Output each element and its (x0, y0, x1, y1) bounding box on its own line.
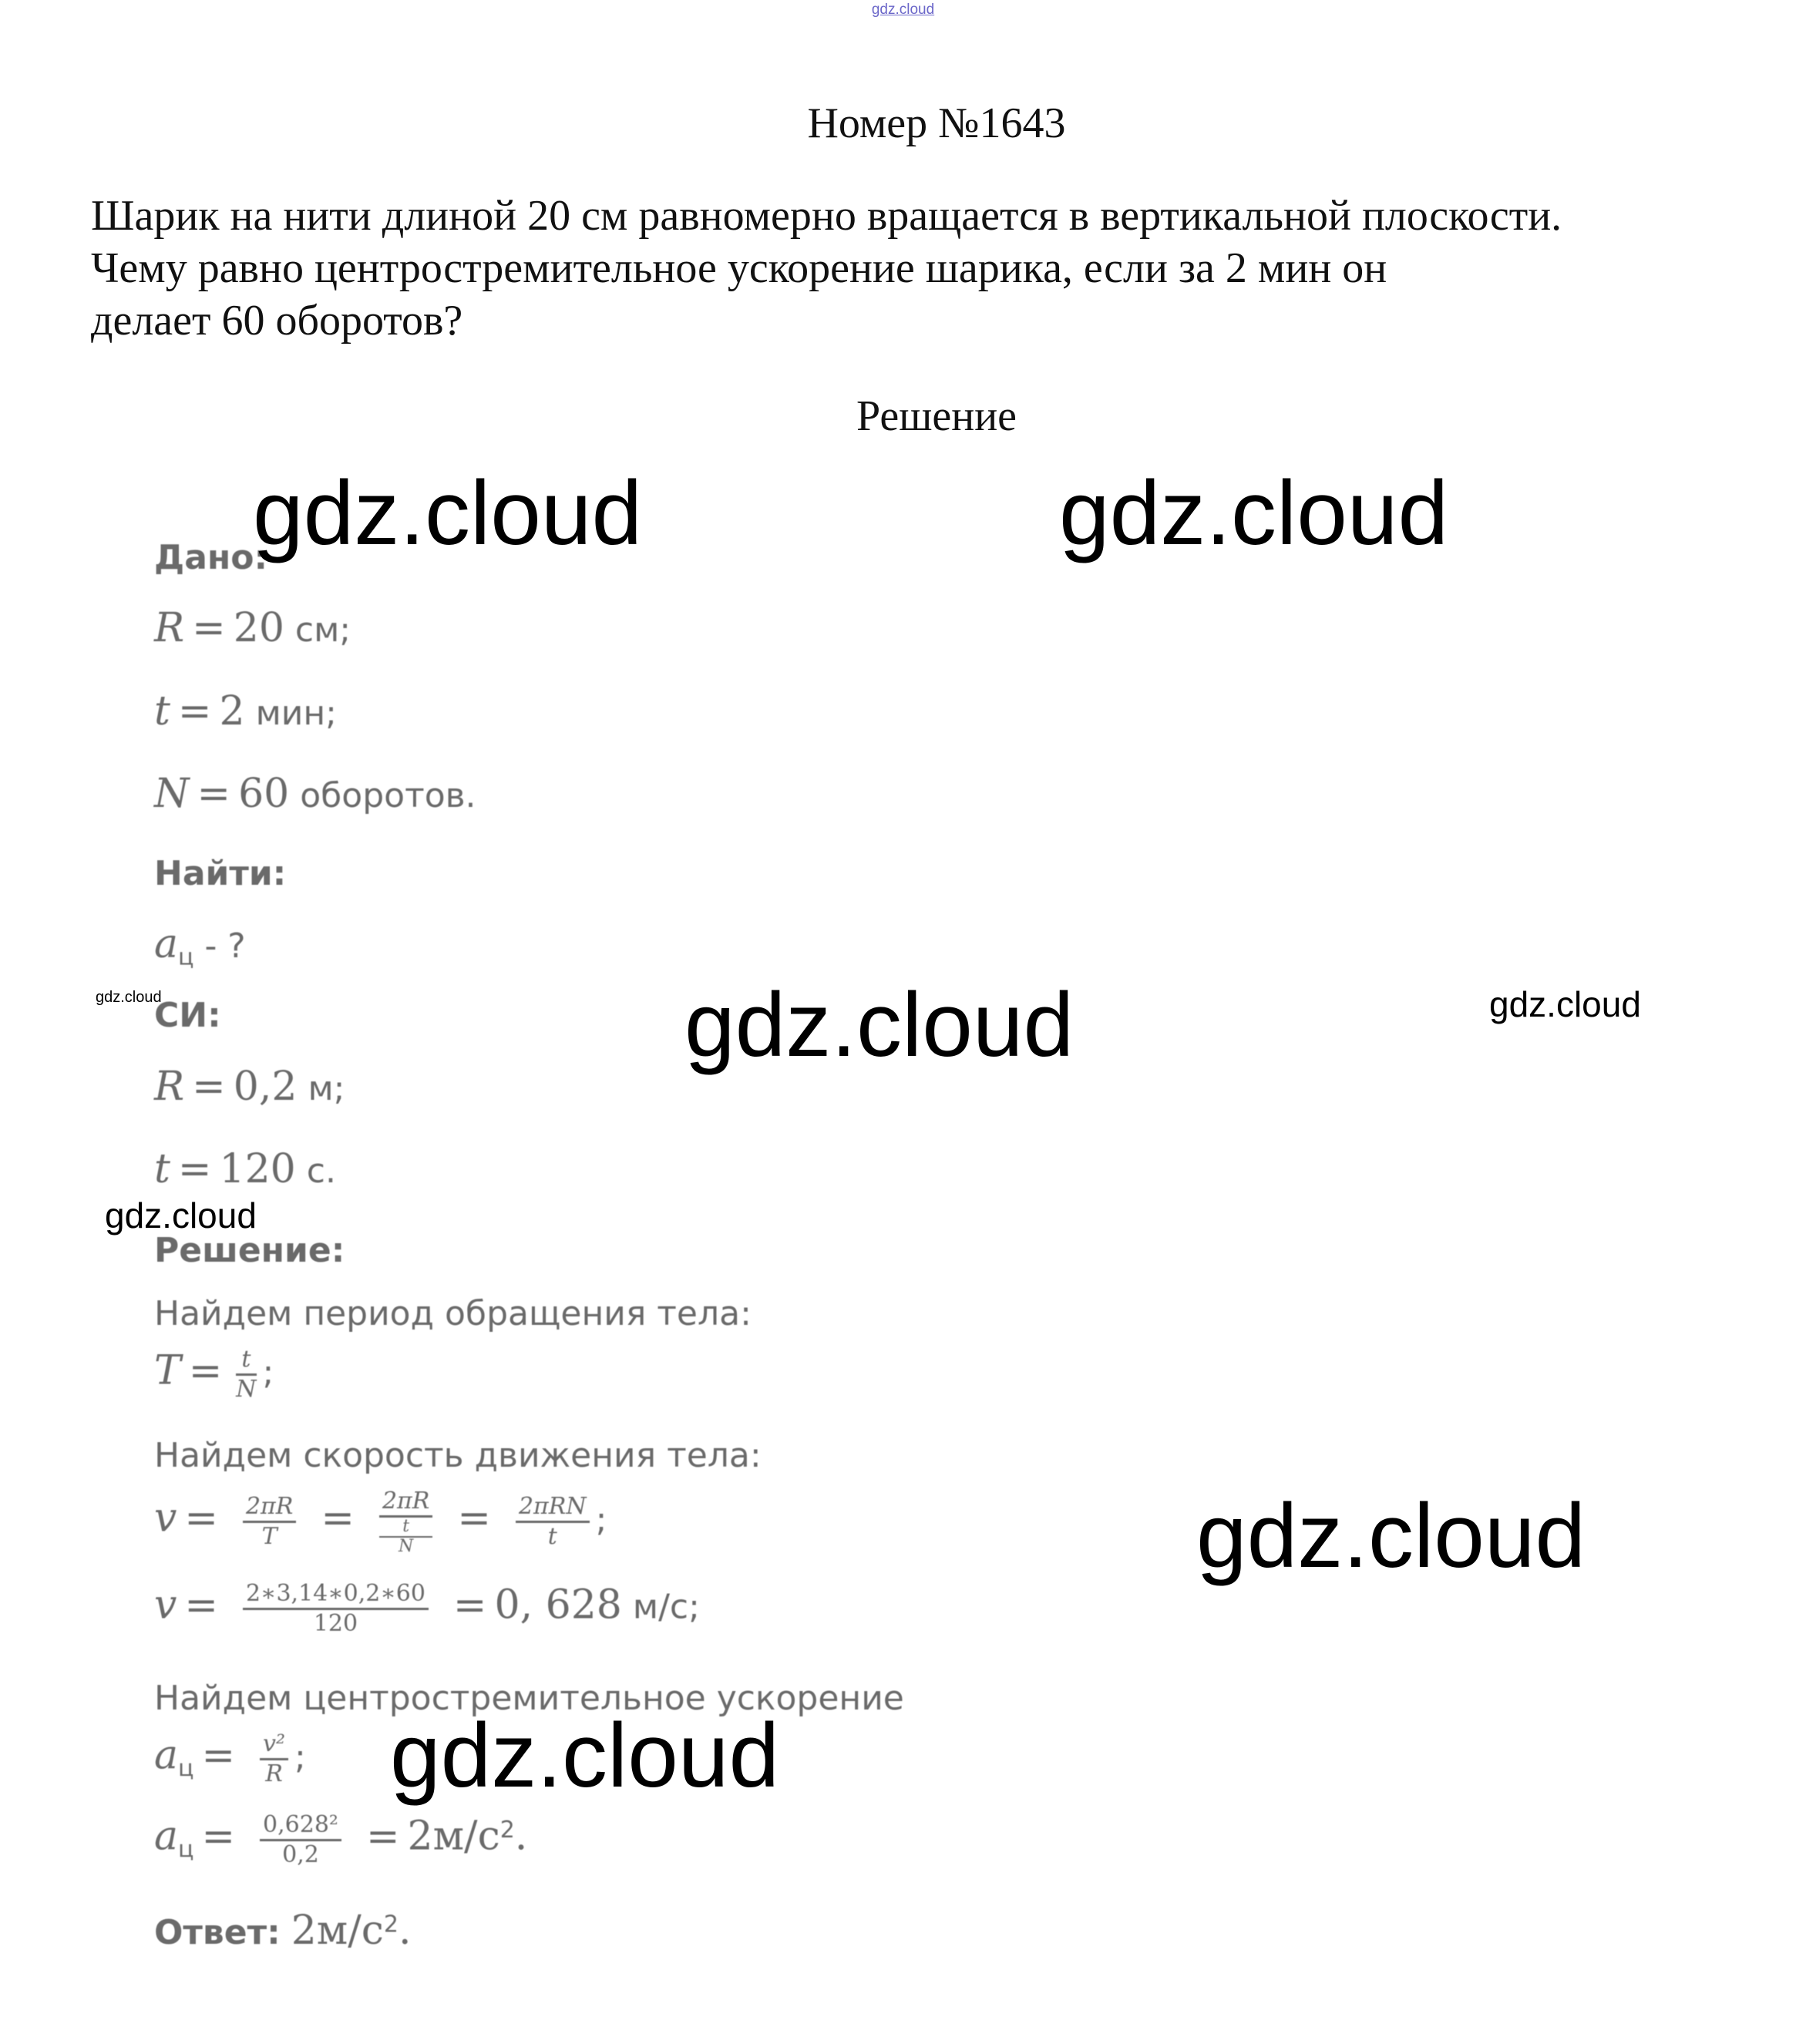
answer: Ответ: $2м/с^2$. (154, 1908, 412, 1954)
watermark: gdz.cloud (105, 1195, 257, 1235)
problem-line-3: делает 60 оборотов? (91, 297, 463, 345)
watermark: gdz.cloud (1196, 1485, 1586, 1587)
period-text: Найдем период обращения тела: (154, 1294, 752, 1333)
si-label: СИ: (154, 996, 221, 1035)
watermark: gdz.cloud (684, 974, 1075, 1076)
watermark: gdz.cloud (1059, 462, 1449, 564)
watermark: gdz.cloud (253, 462, 643, 564)
accel-calc: $a_ц$ = $\frac{\text{0,628²}}{0,2}$ = $2м/с^2$. (154, 1811, 528, 1868)
si-time: t = 120 с. (154, 1146, 336, 1192)
problem-line-2: Чему равно центростремительное ускорение шарика, если за 2 мин он (91, 244, 1387, 292)
page-title: Номер №1643 (807, 99, 1066, 147)
solution-label: Решение: (154, 1231, 345, 1270)
watermark: gdz.cloud (390, 1705, 780, 1807)
find-target: $a_ц$ - ? (154, 921, 246, 971)
speed-calc: v = $\frac{2∗3,14∗0,2∗60}{120}$ = 0, 628 м/с; (154, 1580, 700, 1637)
watermark: gdz.cloud (96, 989, 162, 1006)
accel-text: Найдем центростремительное ускорение (154, 1679, 904, 1718)
speed-formula: v = $\frac{2\pi R}{T}$ = 2πR t N = $\frac{\text{2πRN}}{t}$ ; (154, 1488, 607, 1556)
top-watermark-link: gdz.cloud (871, 2, 935, 18)
accel-formula: $a_ц$ = $\frac{\text{v²}}{R}$ ; (154, 1730, 306, 1787)
given-radius: R = 20 см; (154, 605, 351, 651)
problem-statement (91, 190, 1771, 347)
problem-line-1: Шарик на нити длиной 20 см равномерно вращается в вертикальной плоскости. (91, 192, 1562, 240)
given-turns: N = 60 оборотов. (154, 771, 476, 817)
si-radius: R = 0,2 м; (154, 1064, 345, 1110)
solution-heading: Решение (856, 392, 1017, 440)
period-formula: T = $\frac{t}{N}$ ; (154, 1346, 274, 1403)
find-label: Найти: (154, 854, 287, 893)
watermark: gdz.cloud (1489, 984, 1641, 1024)
given-time: t = 2 мин; (154, 688, 337, 735)
speed-text: Найдем скорость движения тела: (154, 1436, 762, 1475)
given-label: Дано: (154, 538, 268, 577)
